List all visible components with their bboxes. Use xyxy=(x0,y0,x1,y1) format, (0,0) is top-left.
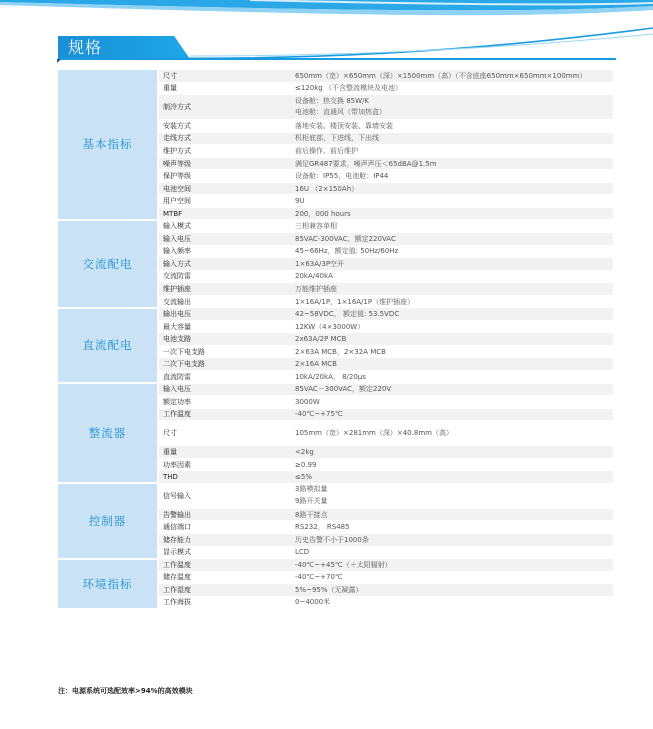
spec-label: 交流防雷 xyxy=(158,270,291,283)
spec-value: 105mm（宽）×281mm（深）×40.8mm（高） xyxy=(291,421,613,446)
spec-value: 16U （2×150Ah） xyxy=(291,182,613,195)
spec-label: 安装方式 xyxy=(158,120,291,133)
spec-label: 显示模式 xyxy=(158,546,291,559)
spec-label: 储存能力 xyxy=(158,533,291,546)
spec-value: 42~58VDC， 额定值: 53.5VDC xyxy=(291,308,613,321)
spec-label: 储存温度 xyxy=(158,571,291,584)
spec-label: 重量 xyxy=(158,82,291,95)
spec-row xyxy=(58,308,613,321)
footnote: 注：电源系统可选配效率>94%的高效模块 xyxy=(58,687,193,695)
spec-value: 2×63A MCB，2×32A MCB xyxy=(291,345,613,358)
section-title: 直流配电 xyxy=(58,308,158,383)
spec-value-line: 电池舱：直通风（带加热盒） xyxy=(295,108,386,117)
spec-value: 1×16A/1P，1×16A/1P（维护插座） xyxy=(291,295,613,308)
spec-value: 8路干接点 xyxy=(291,508,613,521)
spec-value: 设备舱：IP55，电池舱：IP44 xyxy=(291,170,613,183)
spec-label: 告警输出 xyxy=(158,508,291,521)
spec-value xyxy=(291,95,613,120)
spec-value xyxy=(291,483,613,508)
spec-label: 电池空间 xyxy=(158,182,291,195)
spec-value: 满足GR487要求，噪声声压＜65dBA@1.5m xyxy=(291,157,613,170)
spec-label: 直流防雷 xyxy=(158,371,291,384)
spec-label: 工作海拔 xyxy=(158,596,291,609)
corner-mark xyxy=(57,59,61,63)
spec-label: 走线方式 xyxy=(158,132,291,145)
spec-value: 85VAC－300VAC，额定220V xyxy=(291,383,613,396)
spec-value-line: 设备舱：热交换 85W/K xyxy=(295,96,370,105)
spec-label: 二次下电支路 xyxy=(158,358,291,371)
spec-value: 2x63A/2P MCB xyxy=(291,333,613,346)
spec-value: 200，000 hours xyxy=(291,207,613,220)
spec-label: 最大容量 xyxy=(158,320,291,333)
spec-value: RS232， RS485 xyxy=(291,521,613,534)
section-title: 环境指标 xyxy=(58,559,158,609)
spec-label: 噪声等级 xyxy=(158,157,291,170)
spec-label: 维护插座 xyxy=(158,283,291,296)
spec-label: 交流输出 xyxy=(158,295,291,308)
spec-value: 20kA/40kA xyxy=(291,270,613,283)
spec-label: 输入电压 xyxy=(158,383,291,396)
spec-label: 工作温度 xyxy=(158,559,291,572)
spec-label: 尺寸 xyxy=(158,421,291,446)
spec-label: 功率因素 xyxy=(158,458,291,471)
spec-value: 12KW（4×3000W） xyxy=(291,320,613,333)
spec-value: ≥0.99 xyxy=(291,458,613,471)
spec-label: 信号输入 xyxy=(158,483,291,508)
spec-value: 45~66Hz，额定值: 50Hz/60Hz xyxy=(291,245,613,258)
spec-row xyxy=(58,483,613,508)
spec-value: 历史告警不小于1000条 xyxy=(291,533,613,546)
spec-value: ≤120kg （不含整流模块及电池） xyxy=(291,82,613,95)
spec-label: 一次下电支路 xyxy=(158,345,291,358)
spec-label: 输入频率 xyxy=(158,245,291,258)
spec-label: 尺寸 xyxy=(158,70,291,82)
spec-value: -40℃~+45℃（＋太阳辐射） xyxy=(291,559,613,572)
spec-label: 重量 xyxy=(158,446,291,459)
spec-label: 工作湿度 xyxy=(158,584,291,597)
section-title: 交流配电 xyxy=(58,220,158,308)
spec-row xyxy=(58,220,613,233)
header-rule xyxy=(58,58,616,60)
spec-value: 2×16A MCB xyxy=(291,358,613,371)
section-title: 控制器 xyxy=(58,483,158,558)
spec-value: 1×63A/3P空开 xyxy=(291,258,613,271)
spec-value-line: 3路模拟量 xyxy=(295,485,328,494)
spec-row xyxy=(58,70,613,82)
spec-value: 前后操作、前后维护 xyxy=(291,145,613,158)
spec-label: 电池支路 xyxy=(158,333,291,346)
spec-value: 9U xyxy=(291,195,613,208)
spec-label: 通信端口 xyxy=(158,521,291,534)
spec-table xyxy=(58,70,613,610)
spec-value: LCD xyxy=(291,546,613,559)
spec-value: 三相兼容单相 xyxy=(291,220,613,233)
spec-value: -40℃~+70℃ xyxy=(291,571,613,584)
spec-label: MTBF xyxy=(158,207,291,220)
spec-label: 输入方式 xyxy=(158,258,291,271)
spec-label: 输入电压 xyxy=(158,233,291,246)
spec-value: 万能维护插座 xyxy=(291,283,613,296)
spec-value: 85VAC-300VAC，额定220VAC xyxy=(291,233,613,246)
spec-value: 机柜底部，下进线，下出线 xyxy=(291,132,613,145)
spec-value-line: 9路开关量 xyxy=(295,496,328,505)
spec-label: 制冷方式 xyxy=(158,95,291,120)
spec-label: 工作温度 xyxy=(158,408,291,421)
spec-label: THD xyxy=(158,471,291,484)
spec-row xyxy=(58,559,613,572)
spec-label: 输出电压 xyxy=(158,308,291,321)
spec-value: <2kg xyxy=(291,446,613,459)
spec-value: 落地安装、楼顶安装、靠墙安装 xyxy=(291,120,613,133)
section-title: 基本指标 xyxy=(58,70,158,220)
spec-label: 用户空间 xyxy=(158,195,291,208)
spec-value: ≤5% xyxy=(291,471,613,484)
spec-label: 输入模式 xyxy=(158,220,291,233)
spec-value: 650mm（宽）×650mm（深）×1500mm（高）（不含底座650mm×650mm×100mm） xyxy=(291,70,613,82)
spec-value: 0~4000米 xyxy=(291,596,613,609)
section-title: 整流器 xyxy=(58,383,158,483)
spec-label: 保护等级 xyxy=(158,170,291,183)
spec-row xyxy=(58,383,613,396)
spec-value: 10kA/20kA， 8/20μs xyxy=(291,371,613,384)
page-title: 规格 xyxy=(68,38,103,57)
spec-label: 额定功率 xyxy=(158,396,291,409)
spec-value: -40℃~+75℃ xyxy=(291,408,613,421)
spec-label: 维护方式 xyxy=(158,145,291,158)
spec-value: 3000W xyxy=(291,396,613,409)
spec-value: 5%~95%（无凝露） xyxy=(291,584,613,597)
